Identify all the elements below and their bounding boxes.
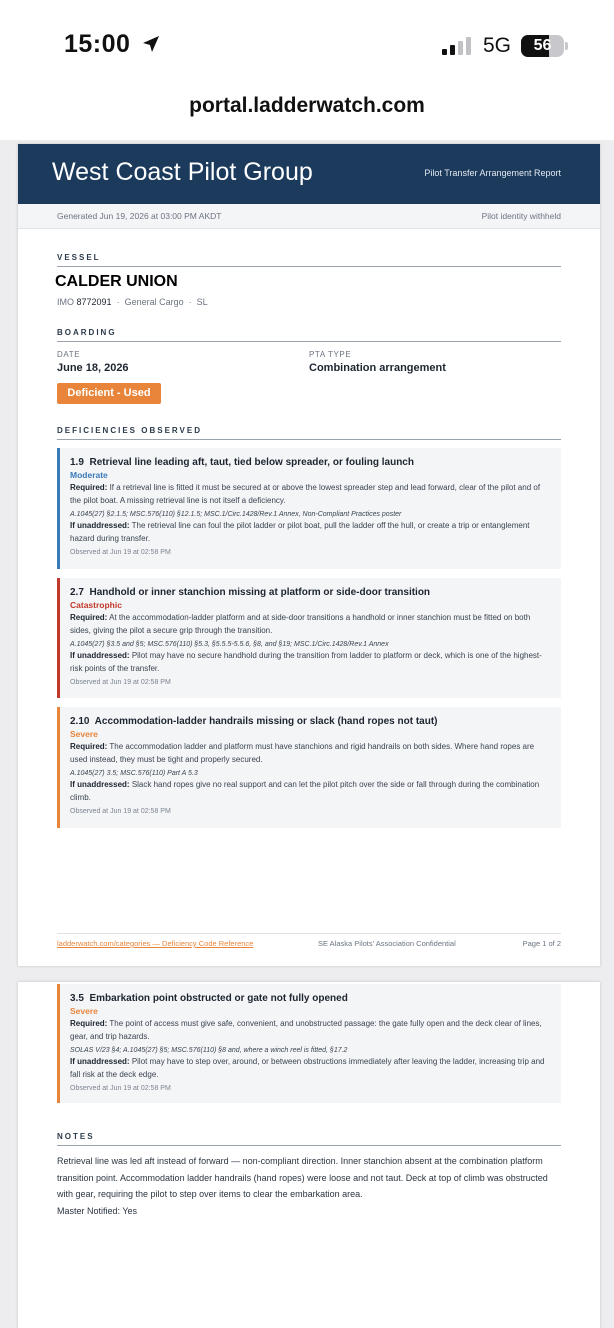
deficiency-card	[57, 578, 561, 698]
notes-heading: NOTES	[57, 1132, 561, 1146]
page-footer	[57, 933, 561, 948]
regulation-refs: SOLAS V/23 §4; A.1045(27) §5; MSC.576(110) §8 and, where a winch reel is fitted, §17.2	[70, 1047, 348, 1054]
severity-label: Severe	[70, 1006, 98, 1016]
deficiency-title: 1.9 Retrieval line leading aft, taut, tied below spreader, or fouling launch	[70, 457, 414, 468]
unaddressed-text: If unaddressed: Slack hand ropes give no real support and can let the pilot pitch over the side or fall through during the combination climb.	[70, 780, 540, 802]
required-text: Required: The point of access must give safe, convenient, and unobstructed passage: the gate fully open and the deck clear of lines, gear, and trip hazards.	[70, 1019, 542, 1041]
date-label: DATE	[57, 350, 81, 359]
observed-timestamp: Observed at Jun 19 at 02:58 PM	[70, 1085, 171, 1092]
regulation-refs: A.1045(27) §2.1.5; MSC.576(110) §12.1.5; MSC.1/Circ.1428/Rev.1 Annex, Non-Compliant Practices poster	[70, 511, 402, 518]
required-text: Required: If a retrieval line is fitted it must be secured at or above the lowest spreader step and lead forward, clear of the pilot and of the pilot boat. A missing retrieval line is not itself a deficiency.	[70, 483, 541, 505]
deficiency-title: 3.5 Embarkation point obstructed or gate not fully opened	[70, 993, 348, 1004]
pilot-identity: Pilot identity withheld	[481, 211, 561, 221]
report-page-1	[18, 144, 600, 966]
imo-label: IMO	[57, 297, 74, 307]
severity-label: Catastrophic	[70, 600, 122, 610]
required-text: Required: At the accommodation-ladder platform and at side-door transitions a handhold or inner stanchion must be fitted on both sides, giving the pilot a secure grip through the transition.	[70, 613, 531, 635]
org-name: West Coast Pilot Group	[52, 158, 313, 186]
severity-label: Moderate	[70, 470, 108, 480]
deficiency-card	[57, 707, 561, 828]
generated-timestamp: Generated Jun 19, 2026 at 03:00 PM AKDT	[57, 211, 222, 221]
vessel-type: General Cargo	[124, 297, 184, 307]
status-badge: Deficient - Used	[57, 383, 161, 404]
confidential-note: SE Alaska Pilots' Association Confidential	[318, 939, 456, 948]
regulation-refs: A.1045(27) 3.5; MSC.576(110) Part A 5.3	[70, 770, 198, 777]
deficiency-title: 2.7 Handhold or inner stanchion missing at platform or side-door transition	[70, 587, 431, 598]
deficiency-card	[57, 448, 561, 569]
report-meta	[18, 204, 600, 229]
vessel-flag: SL	[196, 297, 208, 307]
deficiency-card	[57, 984, 561, 1103]
clock: 15:00	[64, 30, 131, 58]
deficiency-title: 2.10 Accommodation-ladder handrails missing or slack (hand ropes not taut)	[70, 716, 438, 727]
vessel-name: CALDER UNION	[55, 273, 178, 290]
deficiencies-heading: DEFICIENCIES OBSERVED	[57, 426, 561, 440]
master-notified: Master Notified: Yes	[57, 1206, 138, 1216]
required-text: Required: The accommodation ladder and platform must have stanchions and rigid handrails on both sides. Where hand ropes are used instead, they must be tight and properly secured.	[70, 742, 535, 764]
unaddressed-text: If unaddressed: Pilot may have no secure handhold during the transition from ladder to platform or deck, which is one of the highest-risk points of the transfer.	[70, 651, 542, 673]
unaddressed-text: If unaddressed: The retrieval line can foul the pilot ladder or pilot boat, pull the ladder off the hull, or create a trip or entanglement hazard during transfer.	[70, 521, 530, 543]
report-page-2	[18, 982, 600, 1328]
page-number: Page 1 of 2	[522, 939, 561, 948]
boarding-heading: BOARDING	[57, 328, 561, 342]
location-arrow-icon	[141, 34, 161, 59]
battery-level: 56	[533, 37, 552, 54]
report-header	[18, 144, 600, 204]
report-type: Pilot Transfer Arrangement Report	[424, 168, 561, 178]
observed-timestamp: Observed at Jun 19 at 02:58 PM	[70, 808, 171, 815]
severity-label: Severe	[70, 729, 98, 739]
battery-icon	[521, 35, 564, 57]
signal-bars-icon	[441, 37, 473, 60]
status-bar	[0, 0, 614, 90]
address-bar[interactable]	[0, 90, 614, 140]
notes-text: Retrieval line was led aft instead of forward — non-compliant direction. Inner stanchion absent at the combination platform transition point. Accommodation ladder handrails (hand ropes) were loose and not taut. Deck at top of climb was obstructed with gear, requiring the pilot to step over items to clear the embarkation area.	[57, 1156, 548, 1199]
date-value: June 18, 2026	[57, 362, 129, 374]
imo-number: 8772091	[76, 297, 112, 307]
url-text: portal.ladderwatch.com	[189, 94, 425, 117]
observed-timestamp: Observed at Jun 19 at 02:58 PM	[70, 679, 171, 686]
pta-label: PTA TYPE	[309, 350, 352, 359]
regulation-refs: A.1045(27) §3.5 and §5; MSC.576(110) §5.3, §5.5.5-5.5.6, §8, and §19; MSC.1/Circ.1428/Rev.1 Annex	[70, 641, 389, 648]
network-type: 5G	[483, 34, 512, 57]
vessel-heading: VESSEL	[57, 253, 561, 267]
deficiency-reference-link[interactable]: ladderwatch.com/categories — Deficiency Code Reference	[57, 939, 254, 948]
pta-value: Combination arrangement	[309, 362, 446, 374]
observed-timestamp: Observed at Jun 19 at 02:58 PM	[70, 549, 171, 556]
unaddressed-text: If unaddressed: Pilot may have to step over, around, or between obstructions immediately after leaving the ladder, increasing trip and fall risk at the deck edge.	[70, 1057, 545, 1079]
vessel-meta: IMO 8772091 · General Cargo · SL	[57, 297, 208, 307]
